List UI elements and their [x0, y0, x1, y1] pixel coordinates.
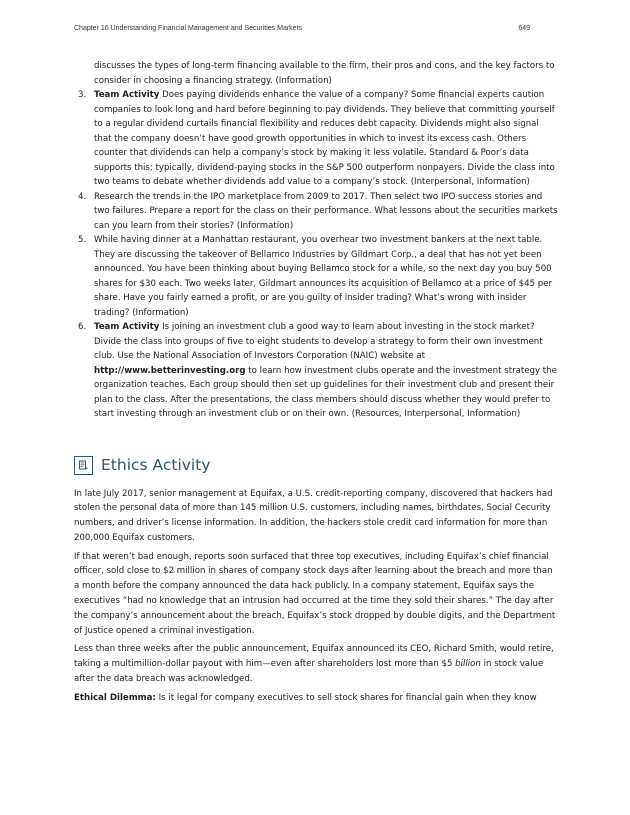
- list-item-continuation: [74, 59, 558, 88]
- running-header: [74, 25, 530, 32]
- paragraph-text: Less than three weeks after the public announcement, Equifax announced its CEO, Richard Smith, would retire, taking a multimillion-dollar payout with him—even after shareholders lost more than $5: [74, 644, 554, 670]
- list-item-4: [74, 190, 558, 234]
- list-item-text: Does paying dividends enhance the value of a company? Some financial experts caution companies to look long and hard before beginning to pay dividends. They believe that committing yourself to a regular dividend curtails financial flexibility and reduces debt capacity. Dividends might also signal that the company doesn’t have good growth opportunities in which to invest its excess cash. Others counter that dividends can help a company’s stock by making it less volatile. Standard & Poor’s data supports this; typically, dividend-paying stocks in the S&P 500 outperform nonpayers. Divide the class into two teams to debate whether dividends add value to a company’s stock. (Interpersonal, Information): [94, 90, 555, 187]
- dilemma-label: Ethical Dilemma:: [74, 692, 156, 703]
- ethical-dilemma: [74, 691, 558, 706]
- team-activity-label: Team Activity: [94, 90, 160, 100]
- paragraph-text: in stock value after the data breach was acknowledged.: [74, 659, 544, 685]
- activity-list: [74, 59, 558, 422]
- italic-text: billion: [455, 659, 481, 670]
- list-number: 3.: [78, 90, 87, 100]
- list-item-text: discusses the types of long-term financing available to the firm, their pros and cons, and the key factors to consider in choosing a financing strategy. (Information): [94, 61, 555, 86]
- list-number: 4.: [78, 191, 87, 202]
- list-item-text: to learn how investment clubs operate and the investment strategy the organization teaches. Each group should then set up guidelines for their investment club and present their plan to the class. After the presentations, the class members should discuss whether they would prefer to start investing through an investment club or on their own. (Resources, Interpersonal, Information): [94, 365, 557, 419]
- list-item-5: [74, 233, 558, 320]
- ethics-paragraph-2: If that weren’t bad enough, reports soon surfaced that three top executives, including Equifax’s chief financial officer, sold close to $2 million in shares of company stock days after learning about the breach and more than a month before the company announced the data hack publicly. In a company statement, Equifax says the executives “had no knowledge that an intrusion had occurred at the time they sold their shares.” The day after the company’s announcement about the breach, Equifax’s stock dropped by double digits, and the Department of Justice opened a criminal investigation.: [74, 551, 556, 636]
- list-number: 6.: [78, 322, 87, 332]
- list-number: 5.: [78, 235, 87, 245]
- chapter-title: Chapter 16 Understanding Financial Management and Securities Markets: [74, 25, 303, 32]
- list-item-text: While having dinner at a Manhattan restaurant, you overhear two investment bankers at the next table. They are discussing the takeover of Bellamco Industries by Gildmart Corp., a deal that has not yet been announced. You have been thinking about buying Bellamco stock for a while, so the next day you buy 500 shares for $30 each. Two weeks later, Gildmart announces its acquisition of Bellamco at a price of $45 per share. Have you fairly earned a profit, or are you guilty of insider trading? What’s wrong with insider trading? (Information): [94, 235, 553, 318]
- dilemma-text: Is it legal for company executives to sell stock shares for financial gain when they know: [155, 692, 537, 703]
- list-item-text: Research the trends in the IPO marketplace from 2009 to 2017. Then select two IPO success stories and two failures. Prepare a report for the class on their performance. What lessons about the securities markets can you learn from their stories? (Information): [94, 191, 558, 231]
- betterinvesting-link[interactable]: http://www.betterinvesting.org: [94, 365, 246, 376]
- ethics-heading: [74, 456, 558, 475]
- ethics-paragraph-1: In late July 2017, senior management at Equifax, a U.S. credit-reporting company, discovered that hackers had stolen the personal data of more than 145 million U.S. customers, including names, birthdates, Social Cecurity numbers, and driver’s license information. In addition, the hackers stole credit card information for more than 200,000 Equifax customers.: [74, 488, 553, 543]
- list-item-text: Is joining an investment club a good way to learn about investing in the stock market? Divide the class into groups of five to eight students to develop a strategy to form their own investment club. Use the National Association of Investors Corporation (NAIC) website at: [94, 322, 543, 361]
- page-content: [74, 59, 558, 710]
- page-number: 649: [518, 25, 530, 32]
- list-item-3: [74, 88, 558, 190]
- team-activity-label: Team Activity: [94, 322, 160, 332]
- list-item-6: [74, 320, 558, 422]
- ethics-document-icon: [74, 456, 93, 475]
- ethics-paragraph-3: [74, 642, 558, 686]
- section-title: Ethics Activity: [101, 456, 211, 474]
